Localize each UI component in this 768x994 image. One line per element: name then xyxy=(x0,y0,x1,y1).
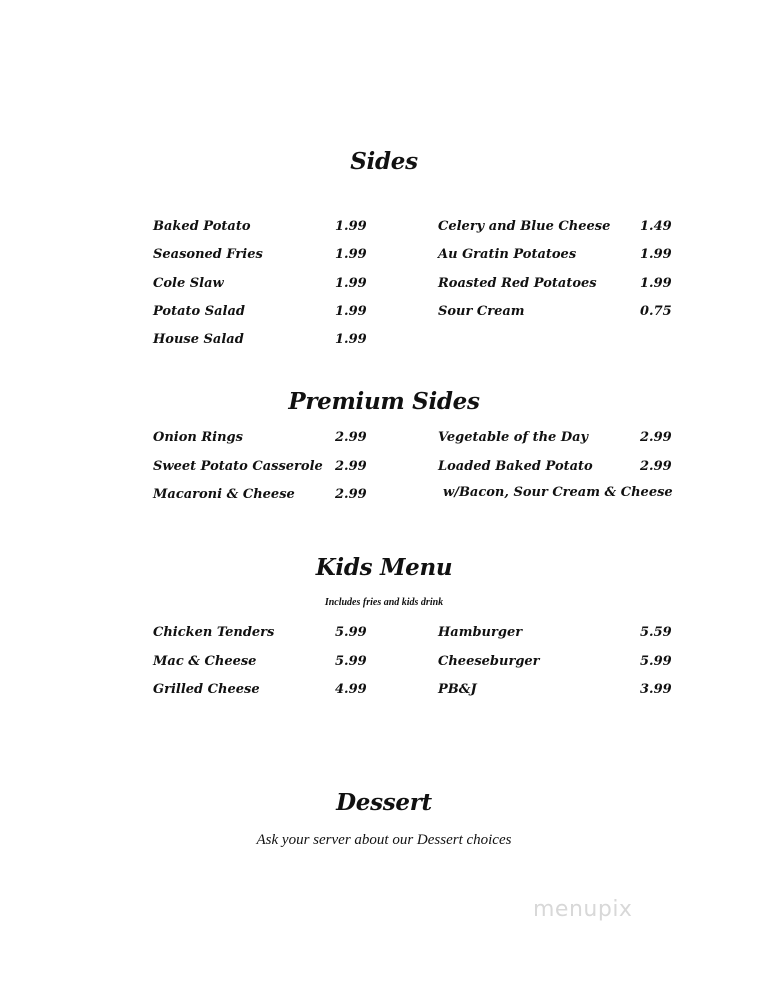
menu-item-name: Celery and Blue Cheese xyxy=(438,219,611,234)
menu-item-name: Roasted Red Potatoes xyxy=(438,275,597,291)
loaded-potato-note: w/Bacon, Sour Cream & Cheese xyxy=(443,485,673,500)
sides-heading: Sides xyxy=(350,148,418,175)
menu-item-name: Sour Cream xyxy=(438,303,525,319)
menu-item-name: Mac & Cheese xyxy=(153,653,257,669)
menu-item-price: 1.99 xyxy=(640,247,672,263)
menu-item-name: Chicken Tenders xyxy=(153,625,275,640)
menu-item-name: House Salad xyxy=(153,332,244,348)
menu-item-price: 5.99 xyxy=(640,653,672,669)
dessert-heading: Dessert xyxy=(336,789,432,816)
menu-item-price: 2.99 xyxy=(640,458,672,474)
menu-item-price: 5.99 xyxy=(335,625,367,640)
dessert-tagline: Ask your server about our Dessert choices xyxy=(256,832,512,848)
menu-item-name: Sweet Potato Casserole xyxy=(153,458,323,474)
menu-item-name: Macaroni & Cheese xyxy=(153,487,295,502)
menu-item-name: Loaded Baked Potato xyxy=(438,458,593,474)
menu-item-price: 2.99 xyxy=(335,458,367,474)
menu-item-price: 1.49 xyxy=(640,219,672,234)
menu-item-price: 5.59 xyxy=(640,625,672,640)
menu-item-name: Onion Rings xyxy=(153,430,243,445)
menu-item-price: 4.99 xyxy=(335,682,367,697)
menupix-watermark: menupix xyxy=(533,897,633,922)
menu-item-name: Baked Potato xyxy=(153,219,251,234)
menu-item-name: Cole Slaw xyxy=(153,275,224,291)
menu-item-price: 1.99 xyxy=(335,275,367,291)
kids-menu-subtitle: Includes fries and kids drink xyxy=(324,597,444,608)
menu-item-name: Vegetable of the Day xyxy=(438,430,589,445)
menu-item-name: Grilled Cheese xyxy=(153,682,260,697)
menu-item-name: Seasoned Fries xyxy=(153,247,263,263)
menu-item-name: Au Gratin Potatoes xyxy=(438,247,577,263)
menu-item-price: 1.99 xyxy=(640,275,672,291)
premium-sides-heading: Premium Sides xyxy=(288,388,480,415)
menu-item-price: 1.99 xyxy=(335,247,367,263)
menu-item-price: 2.99 xyxy=(640,430,672,445)
menu-item-price: 2.99 xyxy=(335,430,367,445)
menu-item-name: Potato Salad xyxy=(153,303,245,319)
menu-item-price: 1.99 xyxy=(335,332,367,348)
menu-item-price: 0.75 xyxy=(640,303,672,319)
menu-item-name: Hamburger xyxy=(438,625,523,640)
menu-item-name: PB&J xyxy=(438,682,477,697)
kids-menu-heading: Kids Menu xyxy=(315,554,453,581)
menu-item-name: Cheeseburger xyxy=(438,653,540,669)
menu-item-price: 1.99 xyxy=(335,219,367,234)
menu-item-price: 5.99 xyxy=(335,653,367,669)
menu-item-price: 3.99 xyxy=(640,682,672,697)
menu-item-price: 1.99 xyxy=(335,303,367,319)
menu-item-price: 2.99 xyxy=(335,487,367,502)
